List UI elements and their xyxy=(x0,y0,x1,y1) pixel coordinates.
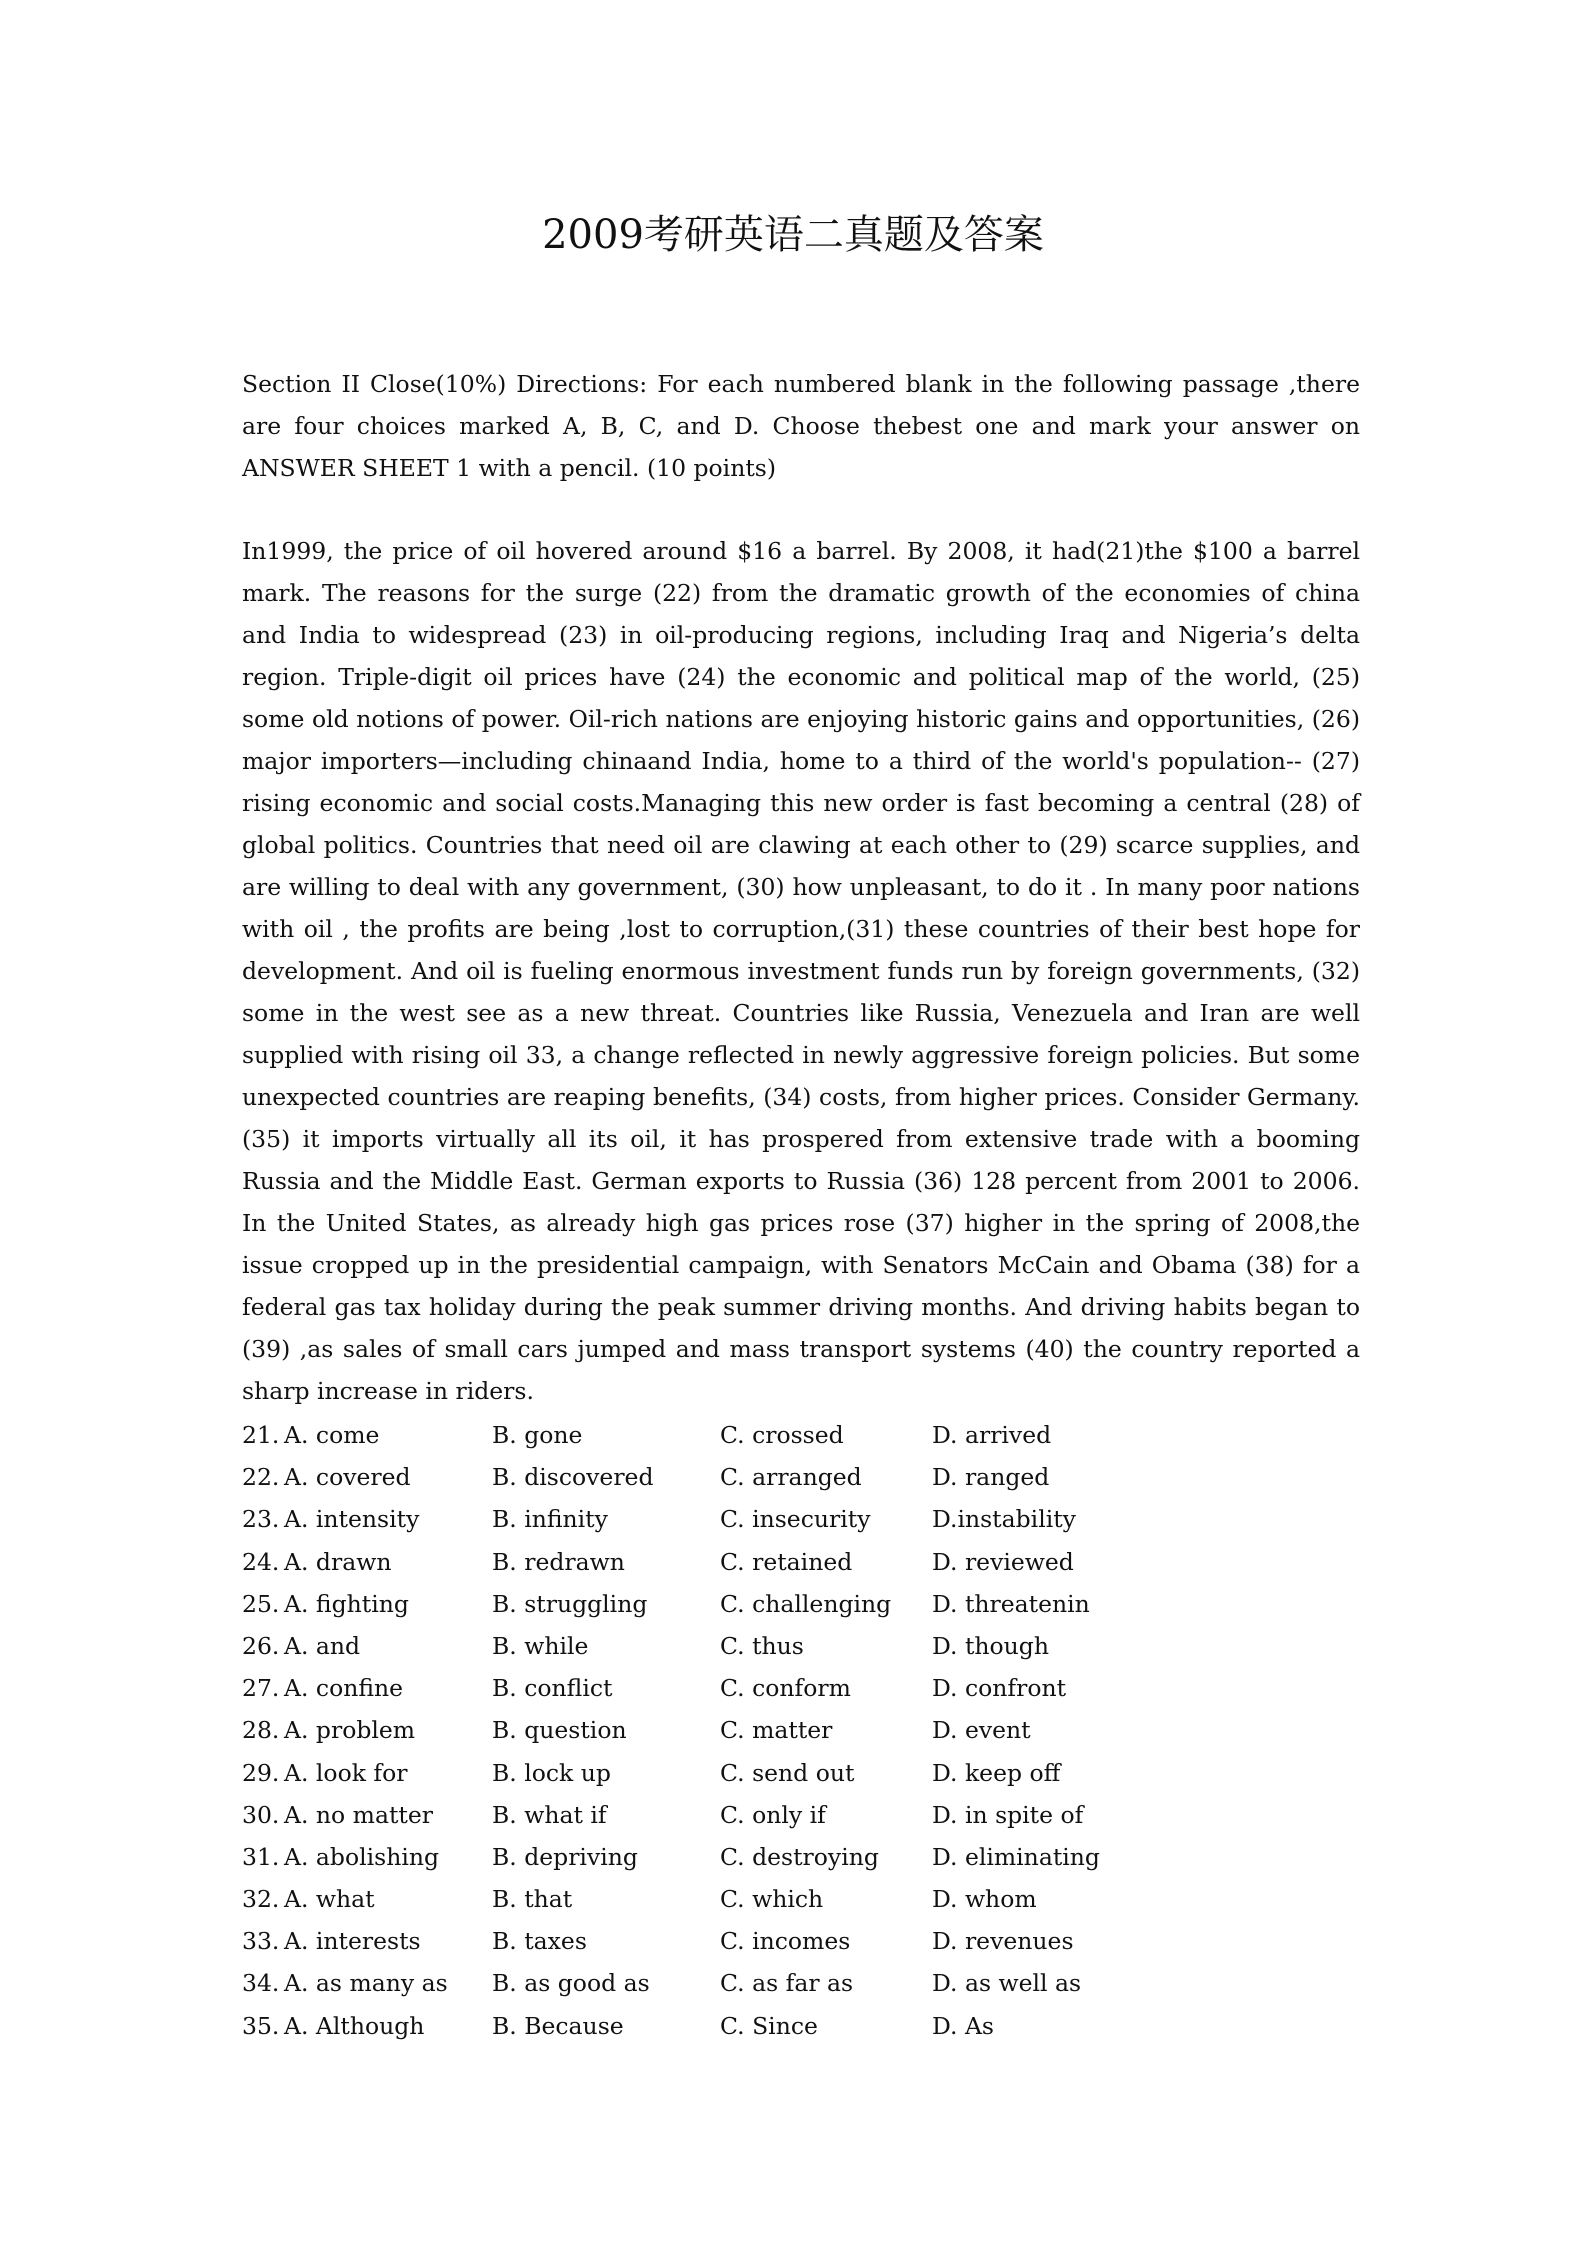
question-number: 26. xyxy=(242,1631,280,1660)
section-directions: Section II Close(10%) Directions: For each numbered blank in the following passage ,there are four choices marked A, B, C, and D. Choose thebest one and mark your answer on ANSWER SHEET 1 with a pencil. (10 points) xyxy=(242,370,1360,482)
question-option-row xyxy=(242,1498,1360,1540)
question-option-row xyxy=(242,1752,1360,1794)
choice-c: C. matter xyxy=(720,1716,833,1745)
choice-c: C. only if xyxy=(720,1800,826,1829)
question-number: 30. xyxy=(242,1800,280,1829)
answer-options-list xyxy=(242,1414,1360,2047)
choice-b: B. infinity xyxy=(492,1505,608,1534)
choice-a: A. interests xyxy=(284,1927,421,1956)
question-number: 29. xyxy=(242,1758,280,1787)
choice-c: C. challenging xyxy=(720,1589,892,1618)
choice-a: A. Although xyxy=(284,2011,425,2040)
question-option-row xyxy=(242,1962,1360,2004)
choice-b: B. Because xyxy=(492,2011,624,2040)
choice-b: B. discovered xyxy=(492,1463,654,1492)
choice-d: D. threatenin xyxy=(932,1589,1090,1618)
choice-a: A. come xyxy=(284,1421,380,1449)
question-option-row xyxy=(242,2005,1360,2047)
choice-c: C. insecurity xyxy=(720,1505,871,1534)
choice-c: C. retained xyxy=(720,1547,853,1576)
choice-d: D. reviewed xyxy=(932,1547,1074,1576)
choice-b: B. lock up xyxy=(492,1758,611,1787)
question-option-row xyxy=(242,1836,1360,1878)
question-number: 31. xyxy=(242,1842,280,1871)
choice-d: D. though xyxy=(932,1631,1049,1660)
choice-d: D. in spite of xyxy=(932,1800,1084,1829)
choice-a: A. no matter xyxy=(284,1800,433,1829)
question-option-row xyxy=(242,1456,1360,1498)
question-option-row xyxy=(242,1920,1360,1962)
choice-c: C. incomes xyxy=(720,1927,851,1956)
choice-d: D. keep off xyxy=(932,1758,1061,1787)
choice-d: D.instability xyxy=(932,1505,1076,1534)
choice-d: D. ranged xyxy=(932,1463,1050,1492)
question-number: 23. xyxy=(242,1505,280,1534)
question-option-row xyxy=(242,1414,1360,1456)
choice-c: C. thus xyxy=(720,1631,804,1660)
question-option-row xyxy=(242,1583,1360,1625)
choice-b: B. depriving xyxy=(492,1842,638,1871)
choice-a: A. look for xyxy=(284,1758,408,1787)
choice-a: A. what xyxy=(284,1885,375,1914)
choice-b: B. redrawn xyxy=(492,1547,625,1576)
question-option-row xyxy=(242,1794,1360,1836)
choice-c: C. conform xyxy=(720,1674,851,1703)
choice-c: C. destroying xyxy=(720,1842,879,1871)
choice-d: D. As xyxy=(932,2011,994,2040)
choice-d: D. arrived xyxy=(932,1421,1052,1449)
choice-c: C. as far as xyxy=(720,1969,854,1998)
question-number: 28. xyxy=(242,1716,280,1745)
question-number: 35. xyxy=(242,2011,280,2040)
choice-b: B. struggling xyxy=(492,1589,648,1618)
choice-a: A. confine xyxy=(284,1674,404,1703)
choice-d: D. eliminating xyxy=(932,1842,1100,1871)
question-number: 24. xyxy=(242,1547,280,1576)
question-option-row xyxy=(242,1625,1360,1667)
choice-a: A. problem xyxy=(284,1716,416,1745)
choice-c: C. send out xyxy=(720,1758,855,1787)
choice-b: B. while xyxy=(492,1631,589,1660)
document-title: 2009考研英语二真题及答案 xyxy=(542,212,1044,258)
question-option-row xyxy=(242,1878,1360,1920)
question-option-row xyxy=(242,1709,1360,1751)
choice-a: A. abolishing xyxy=(284,1842,440,1871)
choice-b: B. conflict xyxy=(492,1674,613,1703)
question-option-row xyxy=(242,1541,1360,1583)
choice-a: A. drawn xyxy=(284,1547,392,1576)
choice-b: B. as good as xyxy=(492,1969,650,1998)
question-number: 27. xyxy=(242,1674,280,1703)
cloze-passage: In1999, the price of oil hovered around $16 a barrel. By 2008, it had(21)the $100 a barrel mark. The reasons for the surge (22) from the dramatic growth of the economies of china and India to widespread (23) in oil-producing regions, including Iraq and Nigeria’s delta region. Triple-digit oil prices have (24) the economic and political map of the world, (25) some old notions of power. Oil-rich nations are enjoying historic gains and opportunities, (26) major importers—including chinaand India, home to a third of the world's population-- (27) rising economic and social costs.Managing this new order is fast becoming a central (28) of global politics. Countries that need oil are clawing at each other to (29) scarce supplies, and are willing to deal with any government, (30) how unpleasant, to do it . In many poor nations with oil , the profits are being ,lost to corruption,(31) these countries of their best hope for development. And oil is fueling enormous investment funds run by foreign governments, (32) some in the west see as a new threat. Countries like Russia, Venezuela and Iran are well supplied with rising oil 33, a change reflected in newly aggressive foreign policies. But some unexpected countries are reaping benefits, (34) costs, from higher prices. Consider Germany. (35) it imports virtually all its oil, it has prospered from extensive trade with a booming Russia and the Middle East. German exports to Russia (36) 128 percent from 2001 to 2006. In the United States, as already high gas prices rose (37) higher in the spring of 2008,the issue cropped up in the presidential campaign, with Senators McCain and Obama (38) for a federal gas tax holiday during the peak summer driving months. And driving habits began to (39) ,as sales of small cars jumped and mass transport systems (40) the country reported a sharp increase in riders. xyxy=(242,537,1360,1405)
choice-b: B. what if xyxy=(492,1800,607,1829)
choice-b: B. question xyxy=(492,1716,627,1745)
choice-d: D. whom xyxy=(932,1885,1037,1914)
choice-a: A. and xyxy=(284,1631,361,1660)
choice-c: C. Since xyxy=(720,2011,818,2040)
choice-d: D. as well as xyxy=(932,1969,1082,1998)
question-number: 21. xyxy=(242,1421,280,1449)
choice-a: A. fighting xyxy=(284,1589,409,1618)
choice-a: A. covered xyxy=(284,1463,411,1492)
choice-c: C. arranged xyxy=(720,1463,862,1492)
choice-b: B. taxes xyxy=(492,1927,587,1956)
choice-c: C. which xyxy=(720,1885,824,1914)
choice-b: B. that xyxy=(492,1885,573,1914)
question-number: 22. xyxy=(242,1463,280,1492)
question-number: 34. xyxy=(242,1969,280,1998)
choice-b: B. gone xyxy=(492,1421,583,1449)
choice-d: D. event xyxy=(932,1716,1031,1745)
choice-d: D. revenues xyxy=(932,1927,1074,1956)
question-number: 25. xyxy=(242,1589,280,1618)
choice-c: C. crossed xyxy=(720,1421,844,1449)
choice-a: A. intensity xyxy=(284,1505,420,1534)
choice-a: A. as many as xyxy=(284,1969,448,1998)
choice-d: D. confront xyxy=(932,1674,1067,1703)
question-number: 33. xyxy=(242,1927,280,1956)
question-number: 32. xyxy=(242,1885,280,1914)
question-option-row xyxy=(242,1667,1360,1709)
